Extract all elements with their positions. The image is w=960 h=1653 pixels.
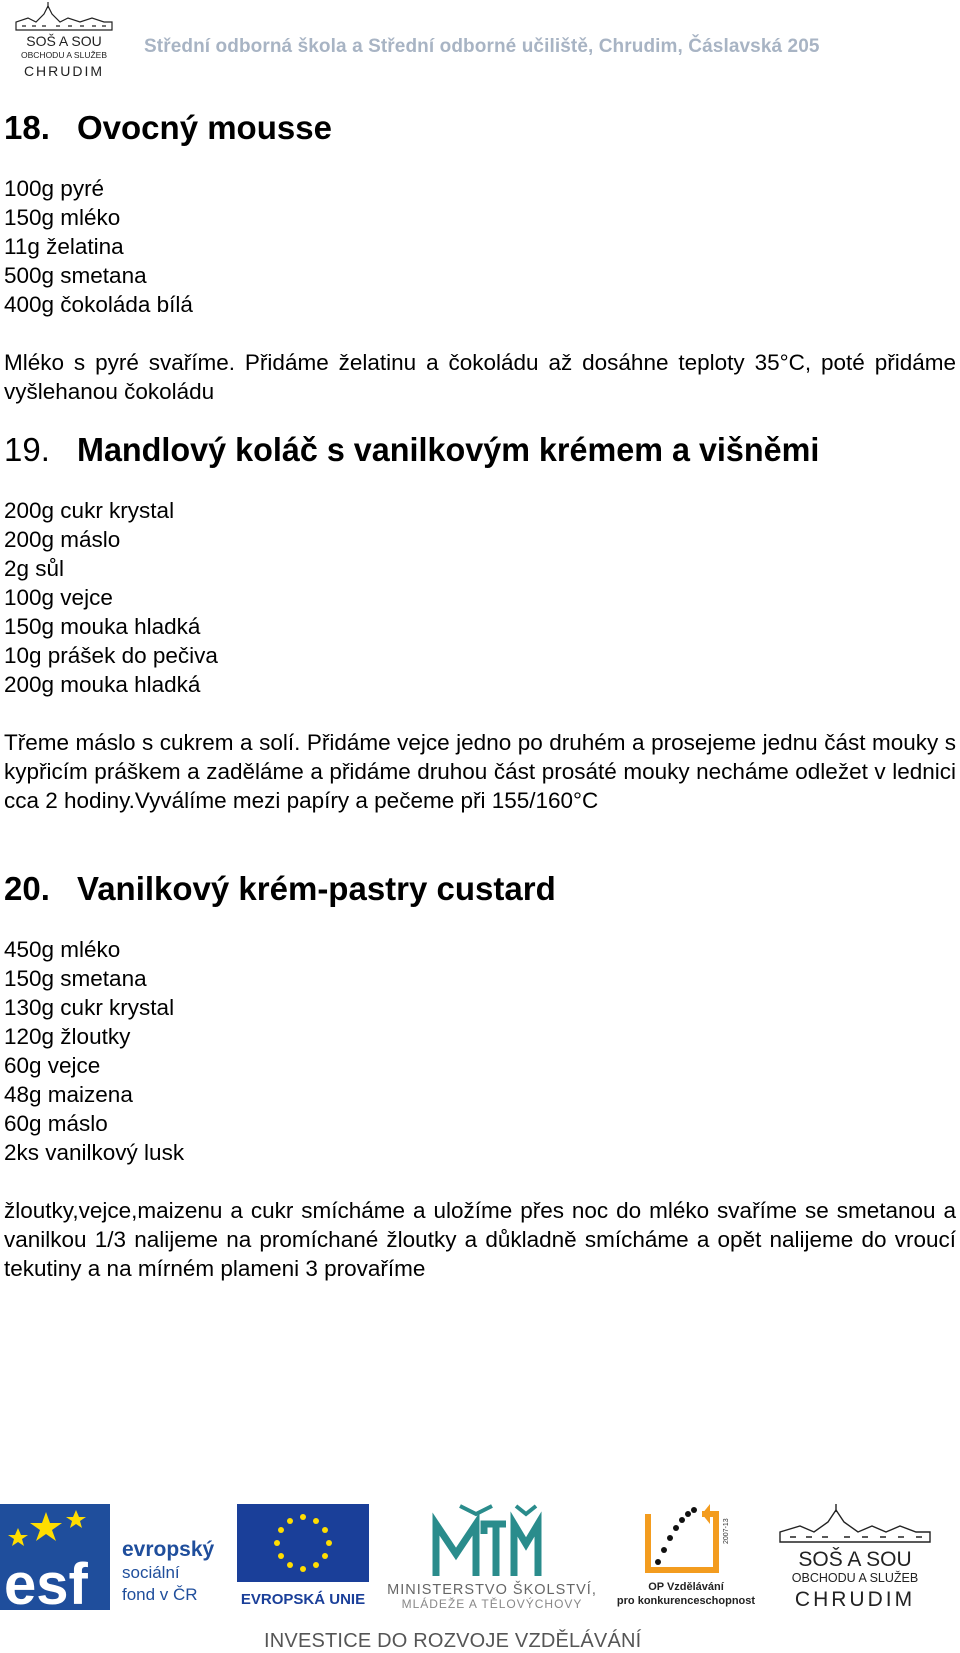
esf-logo <box>0 1504 222 1610</box>
ingredient: 100g pyré <box>4 176 105 201</box>
ingredient: 500g smetana <box>4 263 147 288</box>
ingredient-list <box>4 174 956 319</box>
ingredient: 48g maizena <box>4 1082 133 1107</box>
esf-line-2: sociální <box>122 1563 180 1582</box>
op-years: 2007-13 <box>723 1518 730 1544</box>
recipe-method: žloutky,vejce,maizenu a cukr smícháme a uložíme přes noc do mléko svaříme se smetanou a vanilkou 1/3 nalijeme na promíchané žloutky a důkladně smícháme a opět nalijeme do vroucí tekutiny a na mírném plameni 3 provaříme <box>4 1198 956 1281</box>
msmt-line-1: MINISTERSTVO ŠKOLSTVÍ, <box>387 1582 597 1598</box>
ingredient: 130g cukr krystal <box>4 995 175 1020</box>
ingredient: 120g žloutky <box>4 1024 131 1049</box>
op-line-1: OP Vzdělávání <box>648 1581 724 1593</box>
ingredient: 200g cukr krystal <box>4 498 175 523</box>
esf-mark: esf <box>4 1552 88 1610</box>
ingredient: 150g mouka hladká <box>4 614 201 639</box>
ingredient: 200g máslo <box>4 527 121 552</box>
esf-line-3: fond v ČR <box>122 1585 198 1604</box>
recipe-number: 20. <box>4 870 50 907</box>
castle-icon <box>780 1504 930 1542</box>
ingredient: 2g sůl <box>4 556 65 581</box>
ingredient: 150g mléko <box>4 205 121 230</box>
op-logo <box>612 1504 760 1610</box>
msmt-line-2: MLÁDEŽE A TĚLOVÝCHOVY <box>401 1597 583 1610</box>
recipe-heading <box>4 104 956 152</box>
logo-line-1: SOŠ A SOU <box>26 33 102 49</box>
ingredient: 10g prášek do pečiva <box>4 643 218 668</box>
ingredient: 2ks vanilkový lusk <box>4 1140 185 1165</box>
msmt-logo <box>376 1498 608 1610</box>
sos-line-1: SOŠ A SOU <box>798 1548 912 1571</box>
footer-logo-bar <box>0 1488 960 1652</box>
recipe-18 <box>4 104 956 406</box>
esf-line-1: evropský <box>122 1538 215 1561</box>
ingredient: 60g máslo <box>4 1111 108 1136</box>
school-logo-footer <box>770 1504 940 1610</box>
recipe-19 <box>4 426 956 815</box>
eu-label: EVROPSKÁ UNIE <box>240 1591 366 1608</box>
recipe-number: 19. <box>4 431 50 468</box>
ingredient: 150g smetana <box>4 966 147 991</box>
ingredient: 60g vejce <box>4 1053 101 1078</box>
recipe-title: Mandlový koláč s vanilkovým krémem a višněmi <box>77 431 820 468</box>
op-line-2: pro konkurenceschopnost <box>616 1595 756 1607</box>
school-name: Střední odborná škola a Střední odborné učiliště, Chrudim, Čáslavská 205 <box>144 36 820 57</box>
logo-line-2: OBCHODU A SLUŽEB <box>21 50 107 60</box>
recipe-method: Mléko s pyré svaříme. Přidáme želatinu a čokoládu až dosáhne teploty 35°C, poté přidáme vyšlehanou čokoládu <box>4 350 956 404</box>
school-logo <box>8 0 120 80</box>
ingredient: 100g vejce <box>4 585 113 610</box>
msmt-mark-icon <box>436 1506 538 1576</box>
castle-icon <box>16 2 112 30</box>
recipe-title: Ovocný mousse <box>77 109 332 146</box>
ingredient-list <box>4 496 956 699</box>
recipe-20 <box>4 865 956 1283</box>
recipe-document <box>4 104 956 1283</box>
ingredient: 400g čokoláda bílá <box>4 292 193 317</box>
sos-line-3: CHRUDIM <box>794 1588 916 1610</box>
recipe-method: Třeme máslo s cukrem a solí. Přidáme vejce jedno po druhém a prosejeme jednu část mouky s kypřicím práškem a zaděláme a přidáme druhou část prosáté mouky necháme odležet v lednici cca 2 hodiny.Vyválíme mezi papíry a pečeme při 155/160°C <box>4 730 956 813</box>
ingredient: 450g mléko <box>4 937 121 962</box>
ingredient-list <box>4 935 956 1167</box>
ingredient: 11g želatina <box>4 234 124 259</box>
recipe-number: 18. <box>4 109 50 146</box>
investice-slogan: INVESTICE DO ROZVOJE VZDĚLÁVÁNÍ <box>264 1630 642 1652</box>
eu-logo <box>237 1504 369 1610</box>
op-frame-icon <box>648 1504 716 1570</box>
ingredient: 200g mouka hladká <box>4 672 201 697</box>
recipe-heading <box>4 865 956 913</box>
recipe-title: Vanilkový krém-pastry custard <box>77 870 556 907</box>
recipe-heading <box>4 426 956 474</box>
logo-line-3: CHRUDIM <box>23 63 105 79</box>
sos-line-2: OBCHODU A SLUŽEB <box>791 1571 919 1585</box>
